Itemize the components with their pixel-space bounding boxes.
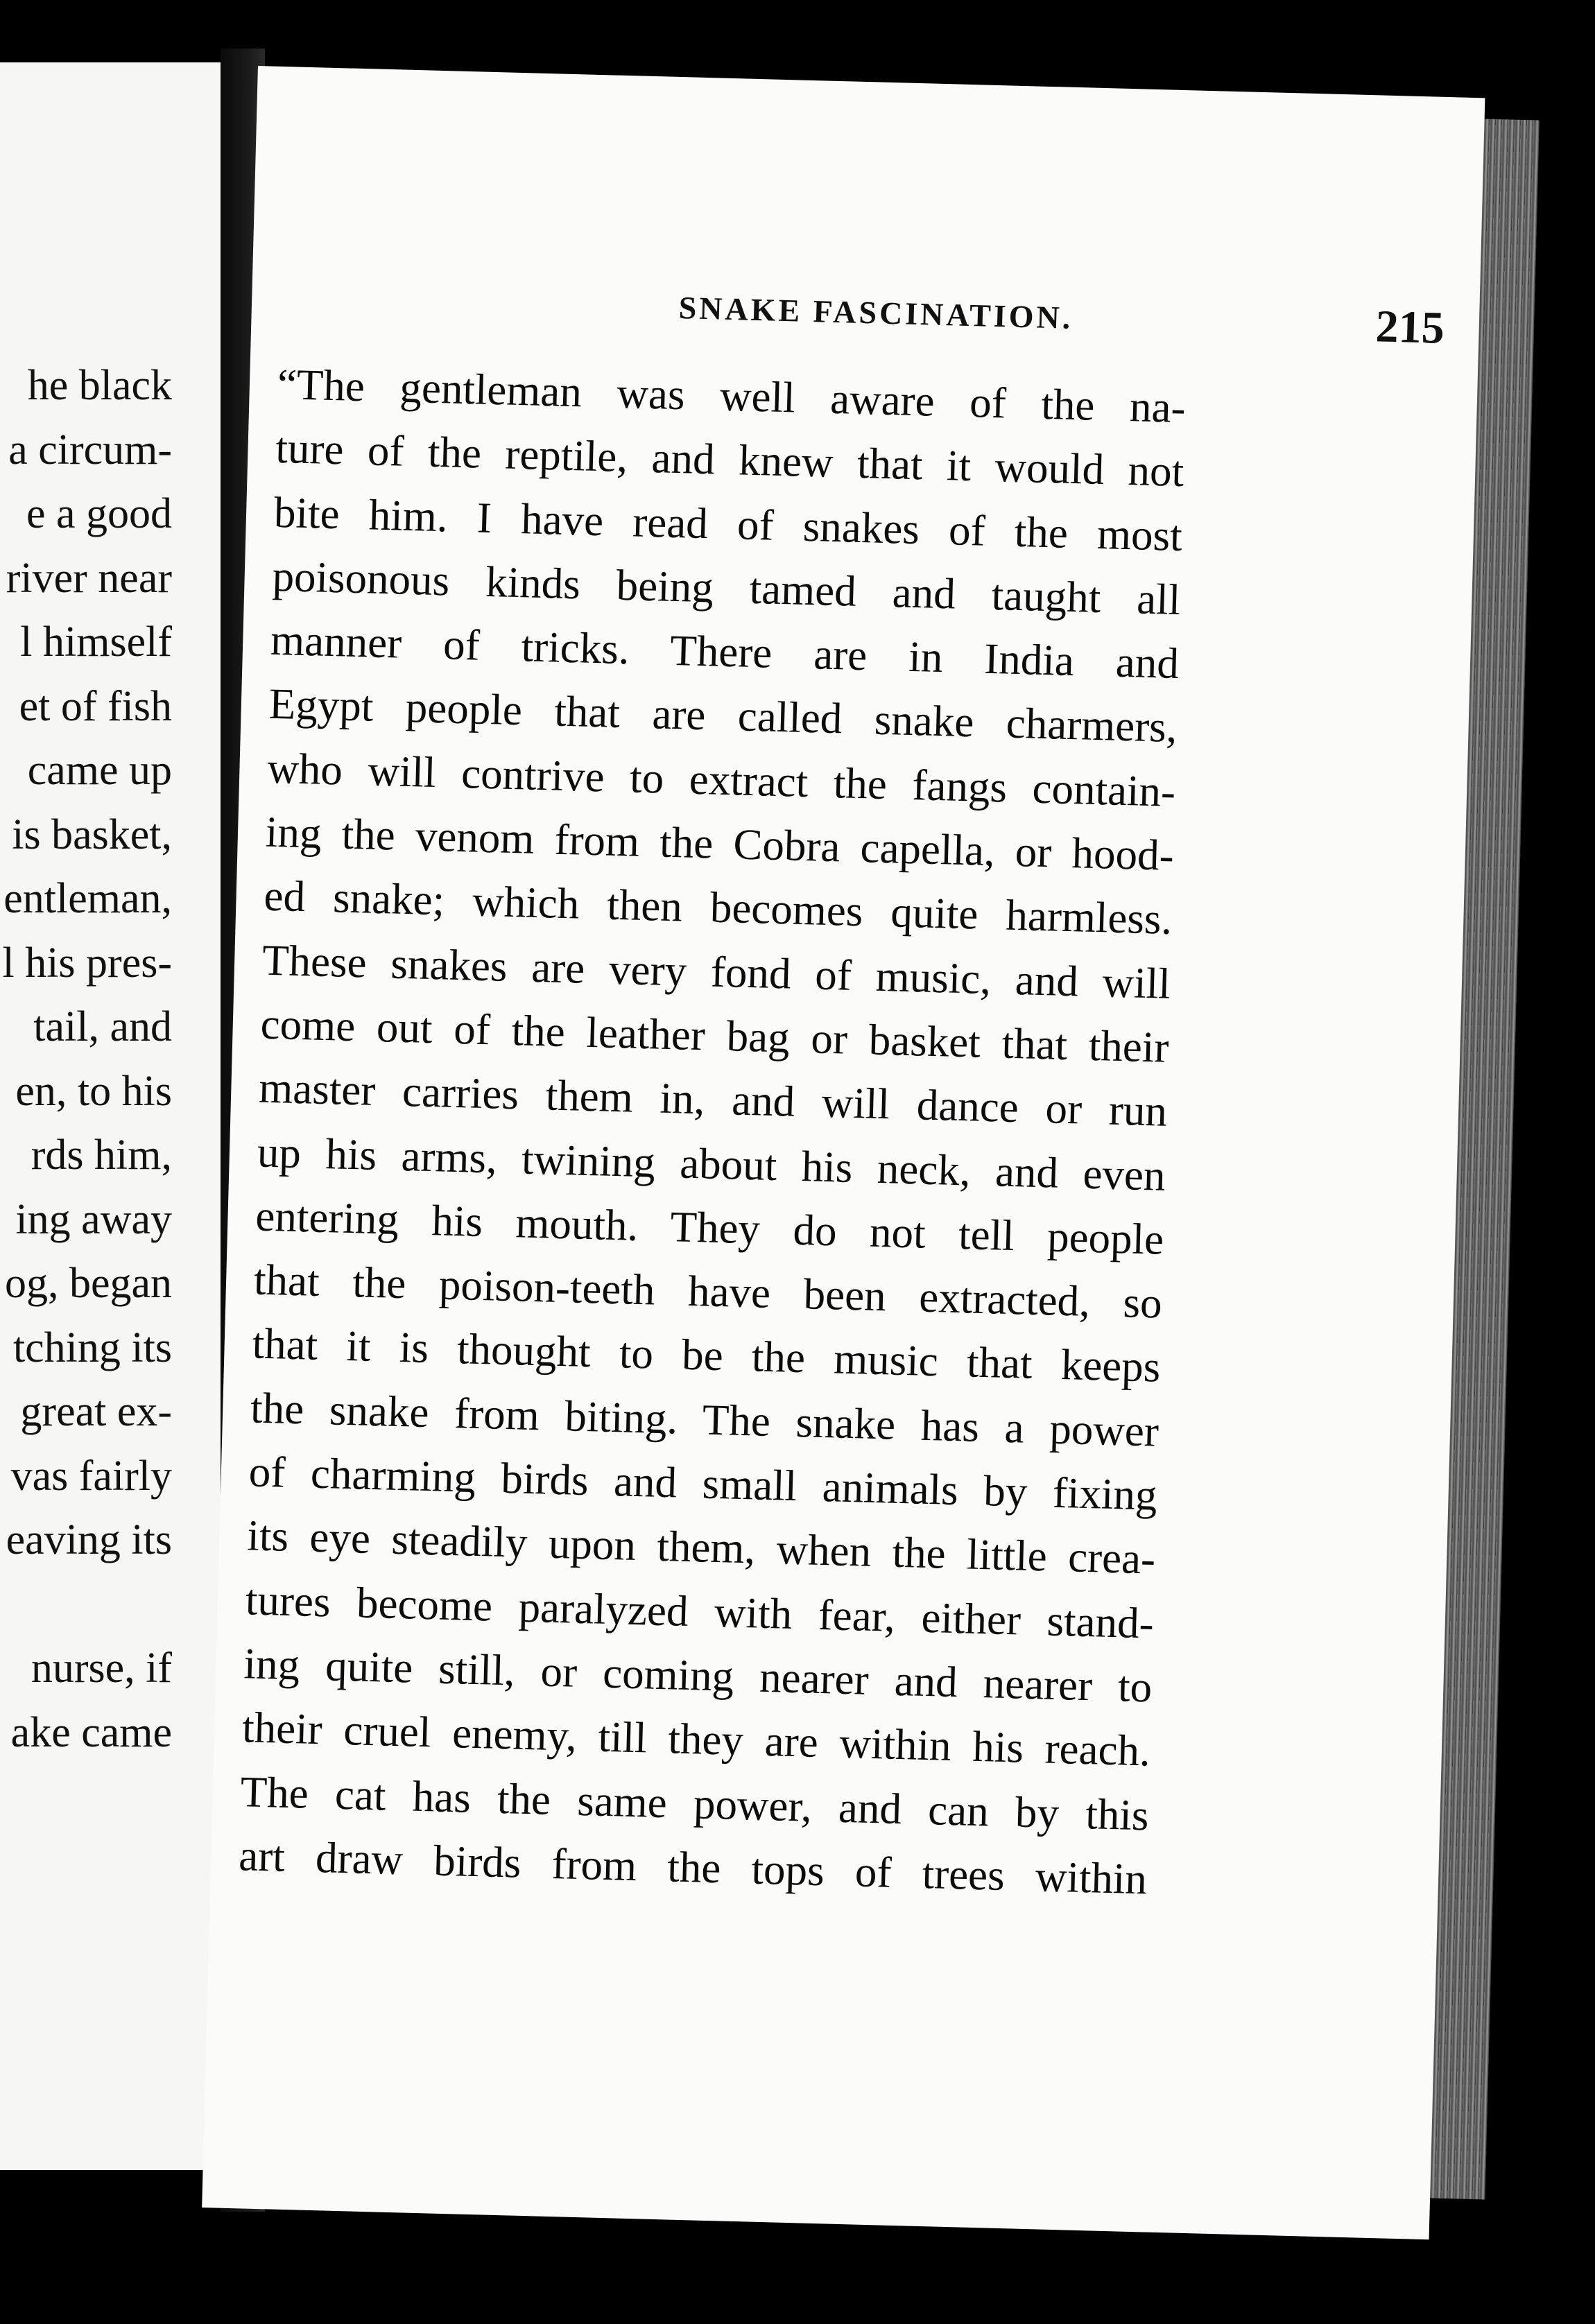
- left-page-line: is basket,: [12, 810, 172, 858]
- running-title: SNAKE FASCINATION.: [678, 290, 1074, 336]
- left-page-line: ake came: [10, 1708, 172, 1756]
- left-page-line: og, began: [4, 1260, 172, 1307]
- body-text: [238, 352, 1187, 1911]
- left-page-line: en, to his: [15, 1067, 172, 1115]
- left-page-line: great ex-: [20, 1388, 172, 1435]
- text-line: their cruel enemy, till they are within his reach.: [241, 1703, 1151, 1776]
- text-line: that the poison-teeth have been extracted, so: [253, 1255, 1163, 1328]
- left-page-line: tail, and: [33, 1003, 172, 1050]
- running-head: [542, 281, 1445, 361]
- text-line: master carries them in, and will dance or run: [258, 1063, 1168, 1136]
- left-page-line: eaving its: [6, 1516, 172, 1563]
- text-line: These snakes are very fond of music, and will: [261, 935, 1171, 1008]
- page-number: 215: [1374, 301, 1445, 354]
- text-line: come out of the leather bag or basket that their: [259, 999, 1170, 1072]
- left-page-line: e a good: [26, 490, 172, 537]
- text-line: manner of tricks. There are in India and: [270, 615, 1180, 688]
- left-page-line: [0, 1572, 172, 1637]
- left-page-line: l his pres-: [2, 939, 172, 987]
- left-page-line: ing away: [15, 1195, 172, 1243]
- left-page-line: vas fairly: [10, 1452, 172, 1500]
- text-line: poisonous kinds being tamed and taught all: [271, 551, 1182, 624]
- text-line: the snake from biting. The snake has a power: [250, 1383, 1159, 1456]
- text-line: art draw birds from the tops of trees within: [238, 1831, 1148, 1904]
- right-page: [202, 66, 1485, 2239]
- text-line: entering his mouth. They do not tell people: [255, 1191, 1165, 1264]
- text-line: Egypt people that are called snake charmers,: [268, 679, 1178, 752]
- text-line: up his arms, twining about his neck, and even: [257, 1127, 1166, 1200]
- left-page-fragment: [0, 62, 221, 2170]
- text-line: ing the venom from the Cobra capella, or hood-: [265, 807, 1175, 881]
- text-line: The cat has the same power, and can by this: [239, 1767, 1150, 1840]
- left-page-line: a circum-: [8, 426, 172, 474]
- left-page-line: l himself: [20, 618, 172, 666]
- text-line: its eye steadily upon them, when the little crea-: [246, 1511, 1156, 1584]
- left-page-line: et of fish: [19, 682, 172, 730]
- text-line: that it is thought to be the music that keeps: [251, 1319, 1162, 1392]
- left-page-text: [0, 354, 172, 1764]
- left-page-line: river near: [6, 554, 172, 602]
- text-line: ing quite still, or coming nearer and nearer to: [243, 1639, 1153, 1712]
- text-line: ture of the reptile, and knew that it would not: [275, 424, 1185, 496]
- text-line: “The gentleman was well aware of the na-: [277, 359, 1187, 433]
- left-page-line: nurse, if: [31, 1645, 172, 1692]
- text-line: bite him. I have read of snakes of the most: [273, 487, 1183, 560]
- text-line: tures become paralyzed with fear, either stand-: [245, 1575, 1155, 1648]
- text-line: ed snake; which then becomes quite harmless.: [263, 872, 1173, 944]
- text-line: of charming birds and small animals by fixing: [248, 1447, 1158, 1520]
- left-page-line: entleman,: [3, 875, 172, 922]
- left-page-line: tching its: [12, 1324, 172, 1371]
- left-page-line: rds him,: [31, 1131, 172, 1179]
- left-page-line: he black: [27, 362, 172, 409]
- left-page-line: came up: [27, 747, 172, 794]
- text-line: who will contrive to extract the fangs contain-: [266, 743, 1176, 816]
